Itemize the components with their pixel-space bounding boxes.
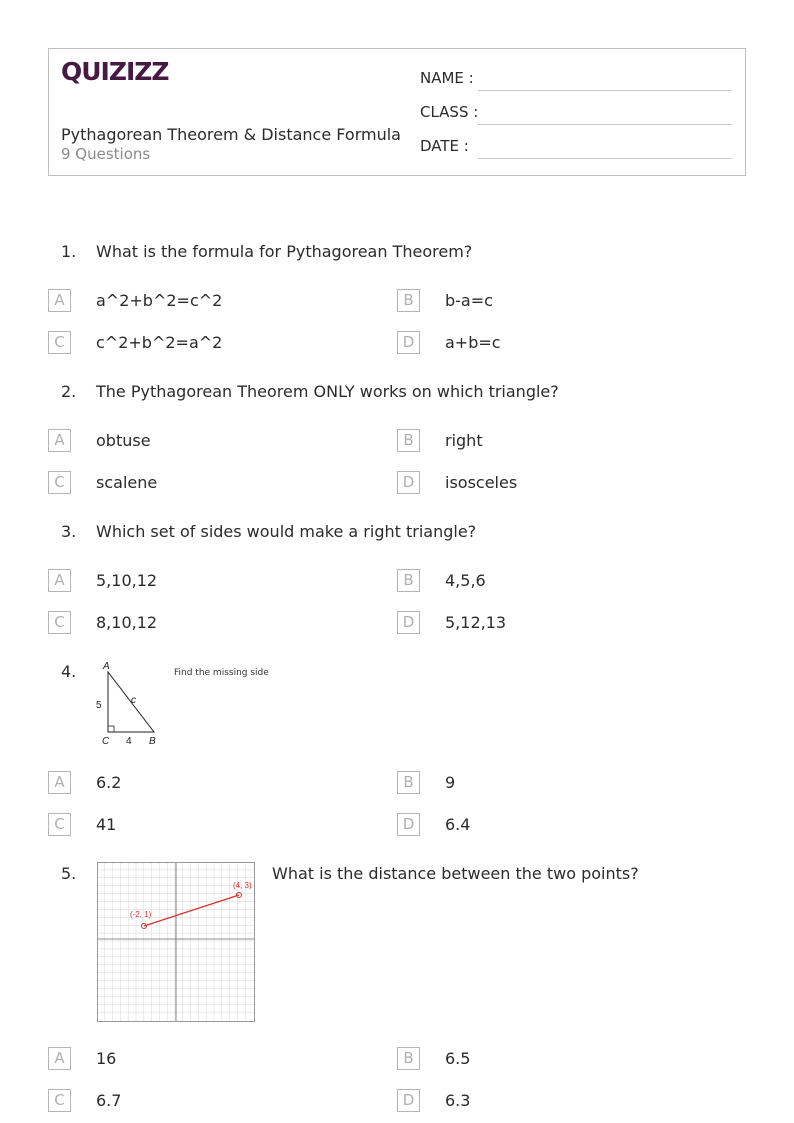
class-line [478,124,732,125]
question-text: What is the formula for Pythagorean Theorem? [96,242,473,261]
option-letter-box: D [397,813,420,836]
option-letter-box: D [397,331,420,354]
option-text: 6.7 [96,1091,122,1110]
coordinate-grid-figure [97,862,255,1022]
question-text: Find the missing side [174,668,269,678]
point-2-label: (4, 3) [233,881,252,890]
option-letter-box: C [48,813,71,836]
date-line [478,158,732,159]
date-label: DATE : [420,137,469,155]
option-text: 6.5 [445,1049,471,1068]
option-text: a+b=c [445,333,501,352]
name-line [478,90,732,91]
option-text: a^2+b^2=c^2 [96,291,223,310]
option-letter-box: B [397,771,420,794]
option-letter-box: A [48,569,71,592]
right-triangle-figure [94,658,166,750]
option-text: obtuse [96,431,151,450]
option-text: 41 [96,815,117,834]
question-number: 1. [61,242,77,261]
option-text: scalene [96,473,158,492]
worksheet-header [48,48,746,176]
option-text: 8,10,12 [96,613,158,632]
vertex-b-label: B [149,736,156,747]
option-text: 16 [96,1049,117,1068]
option-letter-box: D [397,1089,420,1112]
option-letter-box: C [48,331,71,354]
option-letter-box: B [397,289,420,312]
point-1-label: (-2, 1) [130,910,152,919]
option-letter-box: B [397,429,420,452]
option-letter-box: A [48,289,71,312]
side-ac-label: 5 [96,700,102,711]
option-letter-box: C [48,471,71,494]
option-letter-box: D [397,471,420,494]
side-c-label: c [131,695,136,706]
option-letter-box: B [397,569,420,592]
option-text: right [445,431,483,450]
option-text: b-a=c [445,291,493,310]
option-letter-box: D [397,611,420,634]
question-number: 3. [61,522,77,541]
question-text: The Pythagorean Theorem ONLY works on which triangle? [96,382,559,401]
option-text: isosceles [445,473,518,492]
side-cb-label: 4 [126,736,132,747]
option-letter-box: A [48,771,71,794]
vertex-a-label: A [103,661,110,672]
option-text: 4,5,6 [445,571,486,590]
question-count: 9 Questions [61,145,151,163]
option-letter-box: A [48,429,71,452]
option-letter-box: C [48,611,71,634]
option-text: 6.4 [445,815,471,834]
option-text: c^2+b^2=a^2 [96,333,223,352]
option-text: 9 [445,773,456,792]
right-angle-marker [108,726,114,732]
option-text: 5,12,13 [445,613,507,632]
question-number: 2. [61,382,77,401]
question-number: 4. [61,662,77,681]
option-text: 5,10,12 [96,571,158,590]
worksheet-title: Pythagorean Theorem & Distance Formula [61,125,401,144]
option-letter-box: C [48,1089,71,1112]
option-text: 6.3 [445,1091,471,1110]
quizizz-logo: QUIZIZZ [61,57,169,86]
question-number: 5. [61,864,77,883]
question-text: What is the distance between the two points? [272,864,639,883]
option-text: 6.2 [96,773,122,792]
option-letter-box: B [397,1047,420,1070]
option-letter-box: A [48,1047,71,1070]
class-label: CLASS : [420,103,479,121]
question-text: Which set of sides would make a right triangle? [96,522,477,541]
name-label: NAME : [420,69,474,87]
vertex-c-label: C [102,736,110,747]
